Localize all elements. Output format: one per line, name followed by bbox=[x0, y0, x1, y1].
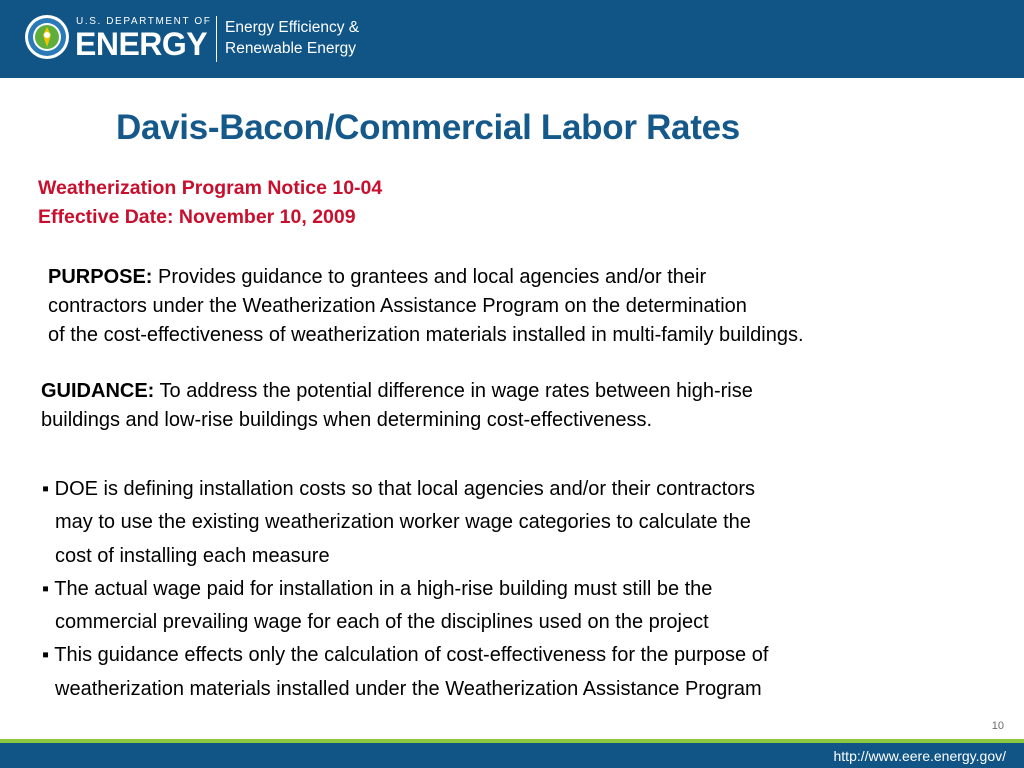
office-name-line1: Energy Efficiency & bbox=[225, 19, 360, 36]
guidance-line2: buildings and low-rise buildings when determining cost-effectiveness. bbox=[41, 409, 653, 431]
bullet-3-line2: weatherization materials installed under the Weatherization Assistance Program bbox=[55, 677, 762, 700]
department-label: U.S. DEPARTMENT OF bbox=[76, 16, 212, 27]
bullet-2-line1: ▪ The actual wage paid for installation in a high-rise building must still be the bbox=[42, 577, 713, 600]
guidance-line1 bbox=[41, 377, 753, 406]
office-name bbox=[225, 17, 359, 59]
purpose-paragraph bbox=[48, 263, 804, 350]
notice-number: Weatherization Program Notice 10-04 bbox=[38, 177, 383, 199]
bullet-1-line1: ▪ DOE is defining installation costs so that local agencies and/or their contractors bbox=[42, 478, 756, 500]
bullet-3-line1: ▪ This guidance effects only the calculation of cost-effectiveness for the purpose of bbox=[42, 644, 769, 667]
office-name-line2: Renewable Energy bbox=[225, 40, 356, 57]
footer-bar bbox=[0, 743, 1024, 768]
doe-seal-icon bbox=[24, 14, 70, 60]
bullet-1-line2: may to use the existing weatherization worker wage categories to calculate the bbox=[55, 511, 751, 534]
notice-block bbox=[38, 174, 382, 232]
effective-date: Effective Date: November 10, 2009 bbox=[38, 206, 356, 228]
bullet-2-line2: commercial prevailing wage for each of the disciplines used on the project bbox=[55, 611, 709, 634]
header-bar bbox=[0, 0, 1024, 78]
guidance-label: GUIDANCE: bbox=[41, 380, 155, 402]
slide-title: Davis-Bacon/Commercial Labor Rates bbox=[116, 108, 740, 147]
bullet-1-line3: cost of installing each measure bbox=[55, 544, 330, 567]
header-divider bbox=[216, 16, 217, 62]
purpose-text1: Provides guidance to grantees and local agencies and/or their bbox=[152, 266, 707, 288]
page-number: 10 bbox=[991, 720, 1004, 732]
bullet-list bbox=[42, 473, 768, 706]
purpose-line3: of the cost-effectiveness of weatherization materials installed in multi-family buildings. bbox=[48, 324, 804, 346]
guidance-text1: To address the potential difference in wage rates between high-rise bbox=[154, 380, 753, 402]
guidance-paragraph bbox=[41, 377, 753, 435]
purpose-line1 bbox=[48, 263, 804, 292]
purpose-line2: contractors under the Weatherization Assistance Program on the determination bbox=[48, 295, 747, 317]
purpose-label: PURPOSE: bbox=[48, 266, 153, 288]
footer-url-link[interactable]: http://www.eere.energy.gov/ bbox=[833, 748, 1006, 764]
energy-logo-text: ENERGY bbox=[75, 26, 208, 62]
